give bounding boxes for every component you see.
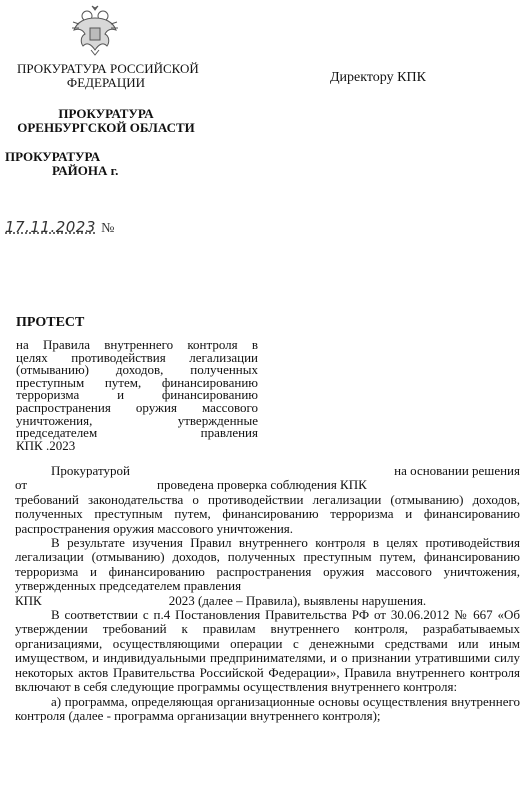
paragraph-text: Прокуратурой: [51, 463, 130, 478]
document-number-label: №: [101, 221, 116, 236]
subject-line: председателем правления: [16, 425, 258, 441]
date-line: [5, 218, 115, 237]
org-name-line2: ФЕДЕРАЦИИ: [66, 75, 146, 90]
paragraph-1: требований законодательства о противодействии легализации (отмыванию) доходов, полученных преступным путем, финансированию терроризма и финансированию распространения оружия массового уничтожения.: [15, 491, 520, 536]
paragraph-text: на основании решения: [394, 463, 520, 478]
paragraph-1-line2: [15, 478, 520, 492]
paragraph-text: от: [15, 477, 28, 493]
document-date: 17.11.2023: [5, 218, 96, 236]
org-name: [17, 61, 199, 90]
district-name-line1: ПРОКУРАТУРА: [5, 149, 101, 164]
subject-line: целях противодействия легализации: [16, 349, 258, 365]
paragraph-text: проведена проверка соблюдения КПК: [157, 477, 367, 493]
district-name: [5, 150, 118, 178]
subject-line: на Правила внутреннего контроля в: [16, 337, 258, 352]
paragraph-2: В результате изучения Правил внутреннего контроля в целях противодействия легализации (отмыванию) доходов, полученных преступным путем, финансированию терроризма и финансированию распространения оружия массового уничтожения, утвержденных председателем правления: [15, 535, 520, 594]
state-emblem-icon: [71, 4, 119, 56]
addressee: Директору КПК: [330, 70, 426, 85]
paragraph-1-line1: [15, 464, 520, 478]
subject-line: (отмыванию) доходов, полученных: [16, 362, 258, 378]
subject-line: распространения оружия массового: [16, 399, 258, 415]
subject-line: терроризма и финансированию: [16, 387, 258, 403]
district-name-line2: РАЙОНА г.: [52, 163, 119, 178]
org-name-line1: ПРОКУРАТУРА РОССИЙСКОЙ: [17, 61, 199, 76]
region-name-line2: ОРЕНБУРГСКОЙ ОБЛАСТИ: [17, 120, 195, 135]
region-name-line1: ПРОКУРАТУРА: [58, 106, 154, 121]
subject-line: КПК .2023: [16, 437, 76, 453]
document-subject: [16, 339, 258, 452]
subject-line: преступным путем, финансированию: [16, 374, 258, 390]
paragraph-text: 2023 (далее – Правила), выявлены нарушения.: [168, 592, 427, 608]
region-name: [17, 107, 195, 135]
paragraph-3: В соответствии с п.4 Постановления Правительства РФ от 30.06.2012 № 667 «Об утверждении требований к правилам внутреннего контроля, разрабатываемых организациями, осуществляющими операции с денежными средствами или иным имуществом, и индивидуальными предпринимателями, и о признании утратившими силу некоторых актов Правительства Российской Федерации», Правила внутреннего контроля включают в себя следующие программы осуществления внутреннего контроля:: [15, 607, 520, 695]
subject-line: уничтожения, утвержденные: [16, 412, 258, 428]
paragraph-2-end: [15, 594, 520, 608]
document-title: ПРОТЕСТ: [16, 315, 85, 330]
document-body: [15, 464, 520, 723]
paragraph-4: а) программа, определяющая организационные основы осуществления внутреннего контроля (далее - программа организации внутреннего контроля);: [15, 693, 520, 723]
paragraph-text: КПК: [15, 592, 42, 608]
